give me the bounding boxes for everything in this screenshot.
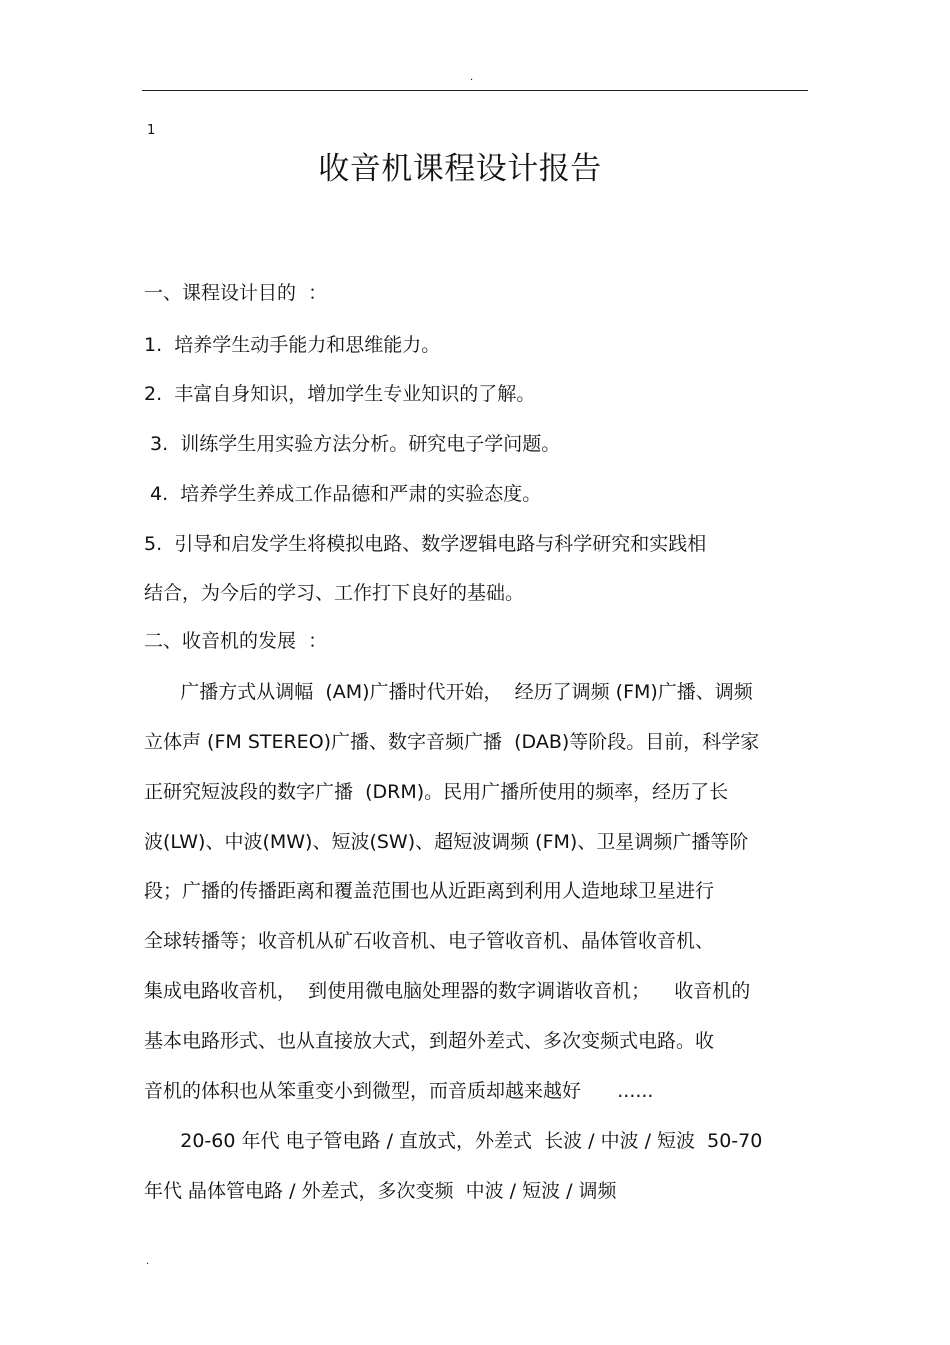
paragraph-line: 年代 晶体管电路 / 外差式，多次变频 中波 / 短波 / 调频 — [144, 1180, 617, 1202]
paragraph-line: 波(LW)、中波(MW)、短波(SW)、超短波调频 (FM)、卫星调频广播等阶 — [144, 831, 749, 853]
page-number: 1 — [147, 123, 156, 138]
paragraph-line: 正研究短波段的数字广播 (DRM)。民用广播所使用的频率，经历了长 — [144, 781, 729, 803]
list-item: 4. 培养学生养成工作品德和严肃的实验态度。 — [144, 483, 542, 505]
list-item: 2. 丰富自身知识，增加学生专业知识的了解。 — [144, 383, 536, 405]
list-item: 1. 培养学生动手能力和思维能力。 — [144, 334, 441, 356]
paragraph-line: 全球转播等；收音机从矿石收音机、电子管收音机、晶体管收音机、 — [144, 930, 715, 952]
footer-dot: . — [146, 1256, 150, 1267]
section-heading-development: 二、收音机的发展 ： — [144, 630, 328, 652]
document-title: 收音机课程设计报告 — [318, 151, 602, 187]
header-rule — [142, 90, 808, 91]
paragraph-line: 音机的体积也从笨重变小到微型，而音质却越来越好 ...... — [144, 1080, 654, 1102]
paragraph-line: 集成电路收音机， 到使用微电脑处理器的数字调谐收音机； 收音机的 — [144, 980, 751, 1002]
paragraph-line: 立体声 (FM STEREO)广播、数字音频广播 (DAB)等阶段。目前，科学家 — [144, 731, 760, 753]
paragraph-line: 广播方式从调幅 (AM)广播时代开始， 经历了调频 (FM)广播、调频 — [144, 681, 753, 703]
paragraph-line: 20-60 年代 电子管电路 / 直放式，外差式 长波 / 中波 / 短波 50-70 — [144, 1130, 763, 1152]
paragraph-line: 段；广播的传播距离和覆盖范围也从近距离到利用人造地球卫星进行 — [144, 880, 715, 902]
section-heading-purpose: 一、课程设计目的 ： — [144, 282, 328, 304]
list-item-continuation: 结合，为今后的学习、工作打下良好的基础。 — [144, 582, 525, 604]
list-item: 5. 引导和启发学生将模拟电路、数学逻辑电路与科学研究和实践相 — [144, 533, 707, 555]
paragraph-line: 基本电路形式、也从直接放大式，到超外差式、多次变频式电路。收 — [144, 1030, 715, 1052]
header-dot: . — [470, 72, 474, 83]
list-item: 3. 训练学生用实验方法分析。研究电子学问题。 — [144, 433, 561, 455]
